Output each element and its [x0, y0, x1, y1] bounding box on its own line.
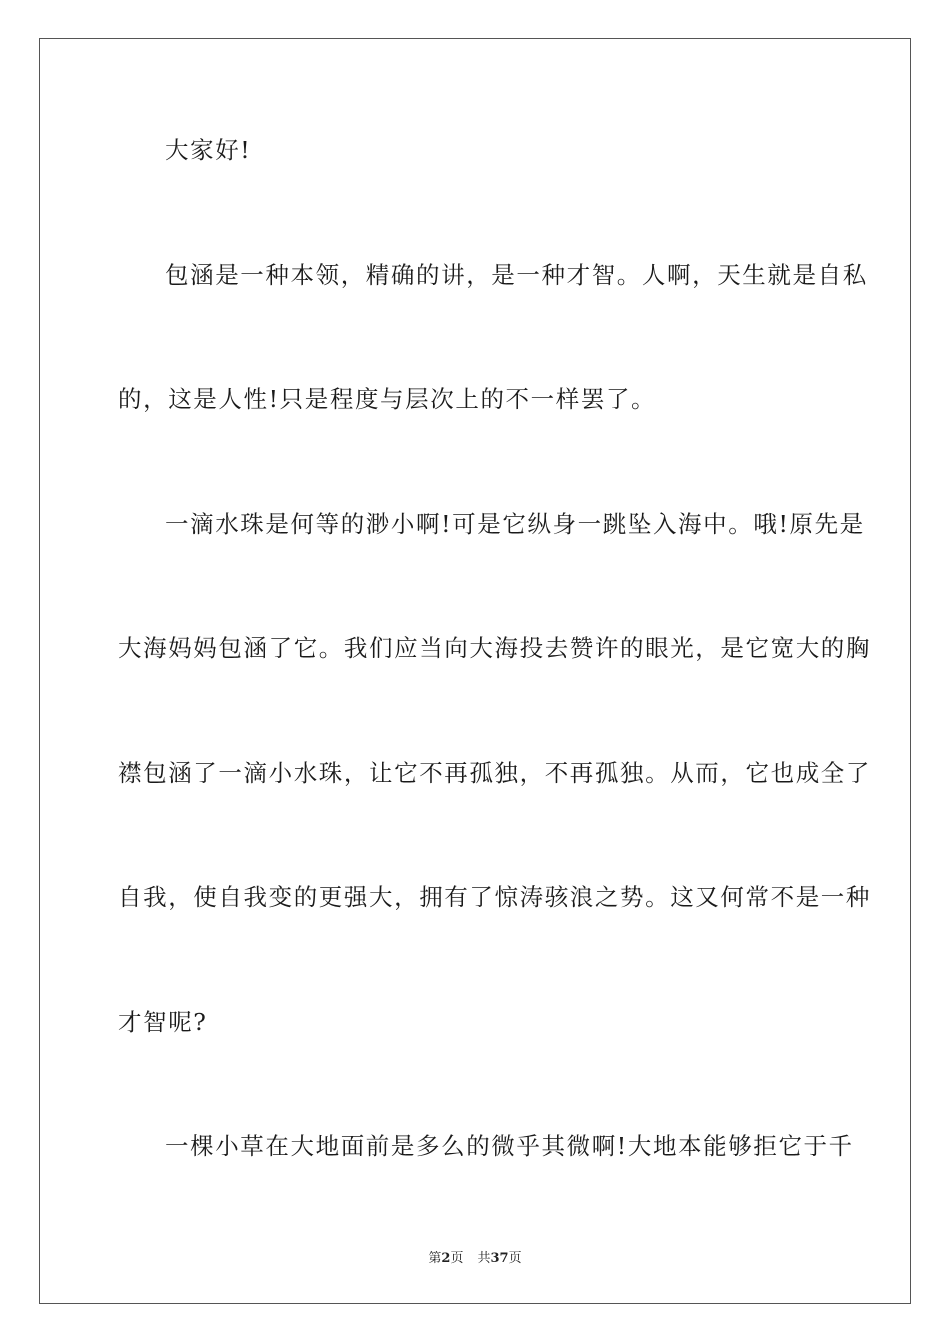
text-line-3: 的，这是人性!只是程度与层次上的不一样罢了。	[118, 385, 657, 413]
page-footer	[0, 1247, 950, 1266]
total-prefix: 共	[477, 1251, 491, 1266]
total-pages: 37	[490, 1251, 509, 1266]
page-suffix: 页	[450, 1251, 464, 1266]
text-line-4: 一滴水珠是何等的渺小啊!可是它纵身一跳坠入海中。哦!原先是	[165, 510, 865, 538]
text-line-1: 大家好!	[165, 136, 252, 164]
page-border	[39, 38, 911, 1304]
page-prefix: 第	[428, 1251, 442, 1266]
total-suffix: 页	[508, 1251, 522, 1266]
text-line-5: 大海妈妈包涵了它。我们应当向大海投去赞许的眼光，是它宽大的胸	[118, 634, 871, 662]
page-number: 2	[441, 1251, 451, 1266]
text-line-7: 自我，使自我变的更强大，拥有了惊涛骇浪之势。这又何常不是一种	[118, 883, 871, 911]
text-line-2: 包涵是一种本领，精确的讲，是一种才智。人啊，天生就是自私	[165, 261, 868, 289]
text-line-9: 一棵小草在大地面前是多么的微乎其微啊!大地本能够拒它于千	[165, 1132, 854, 1160]
text-line-8: 才智呢?	[118, 1008, 208, 1036]
text-line-6: 襟包涵了一滴小水珠，让它不再孤独，不再孤独。从而，它也成全了	[118, 759, 871, 787]
